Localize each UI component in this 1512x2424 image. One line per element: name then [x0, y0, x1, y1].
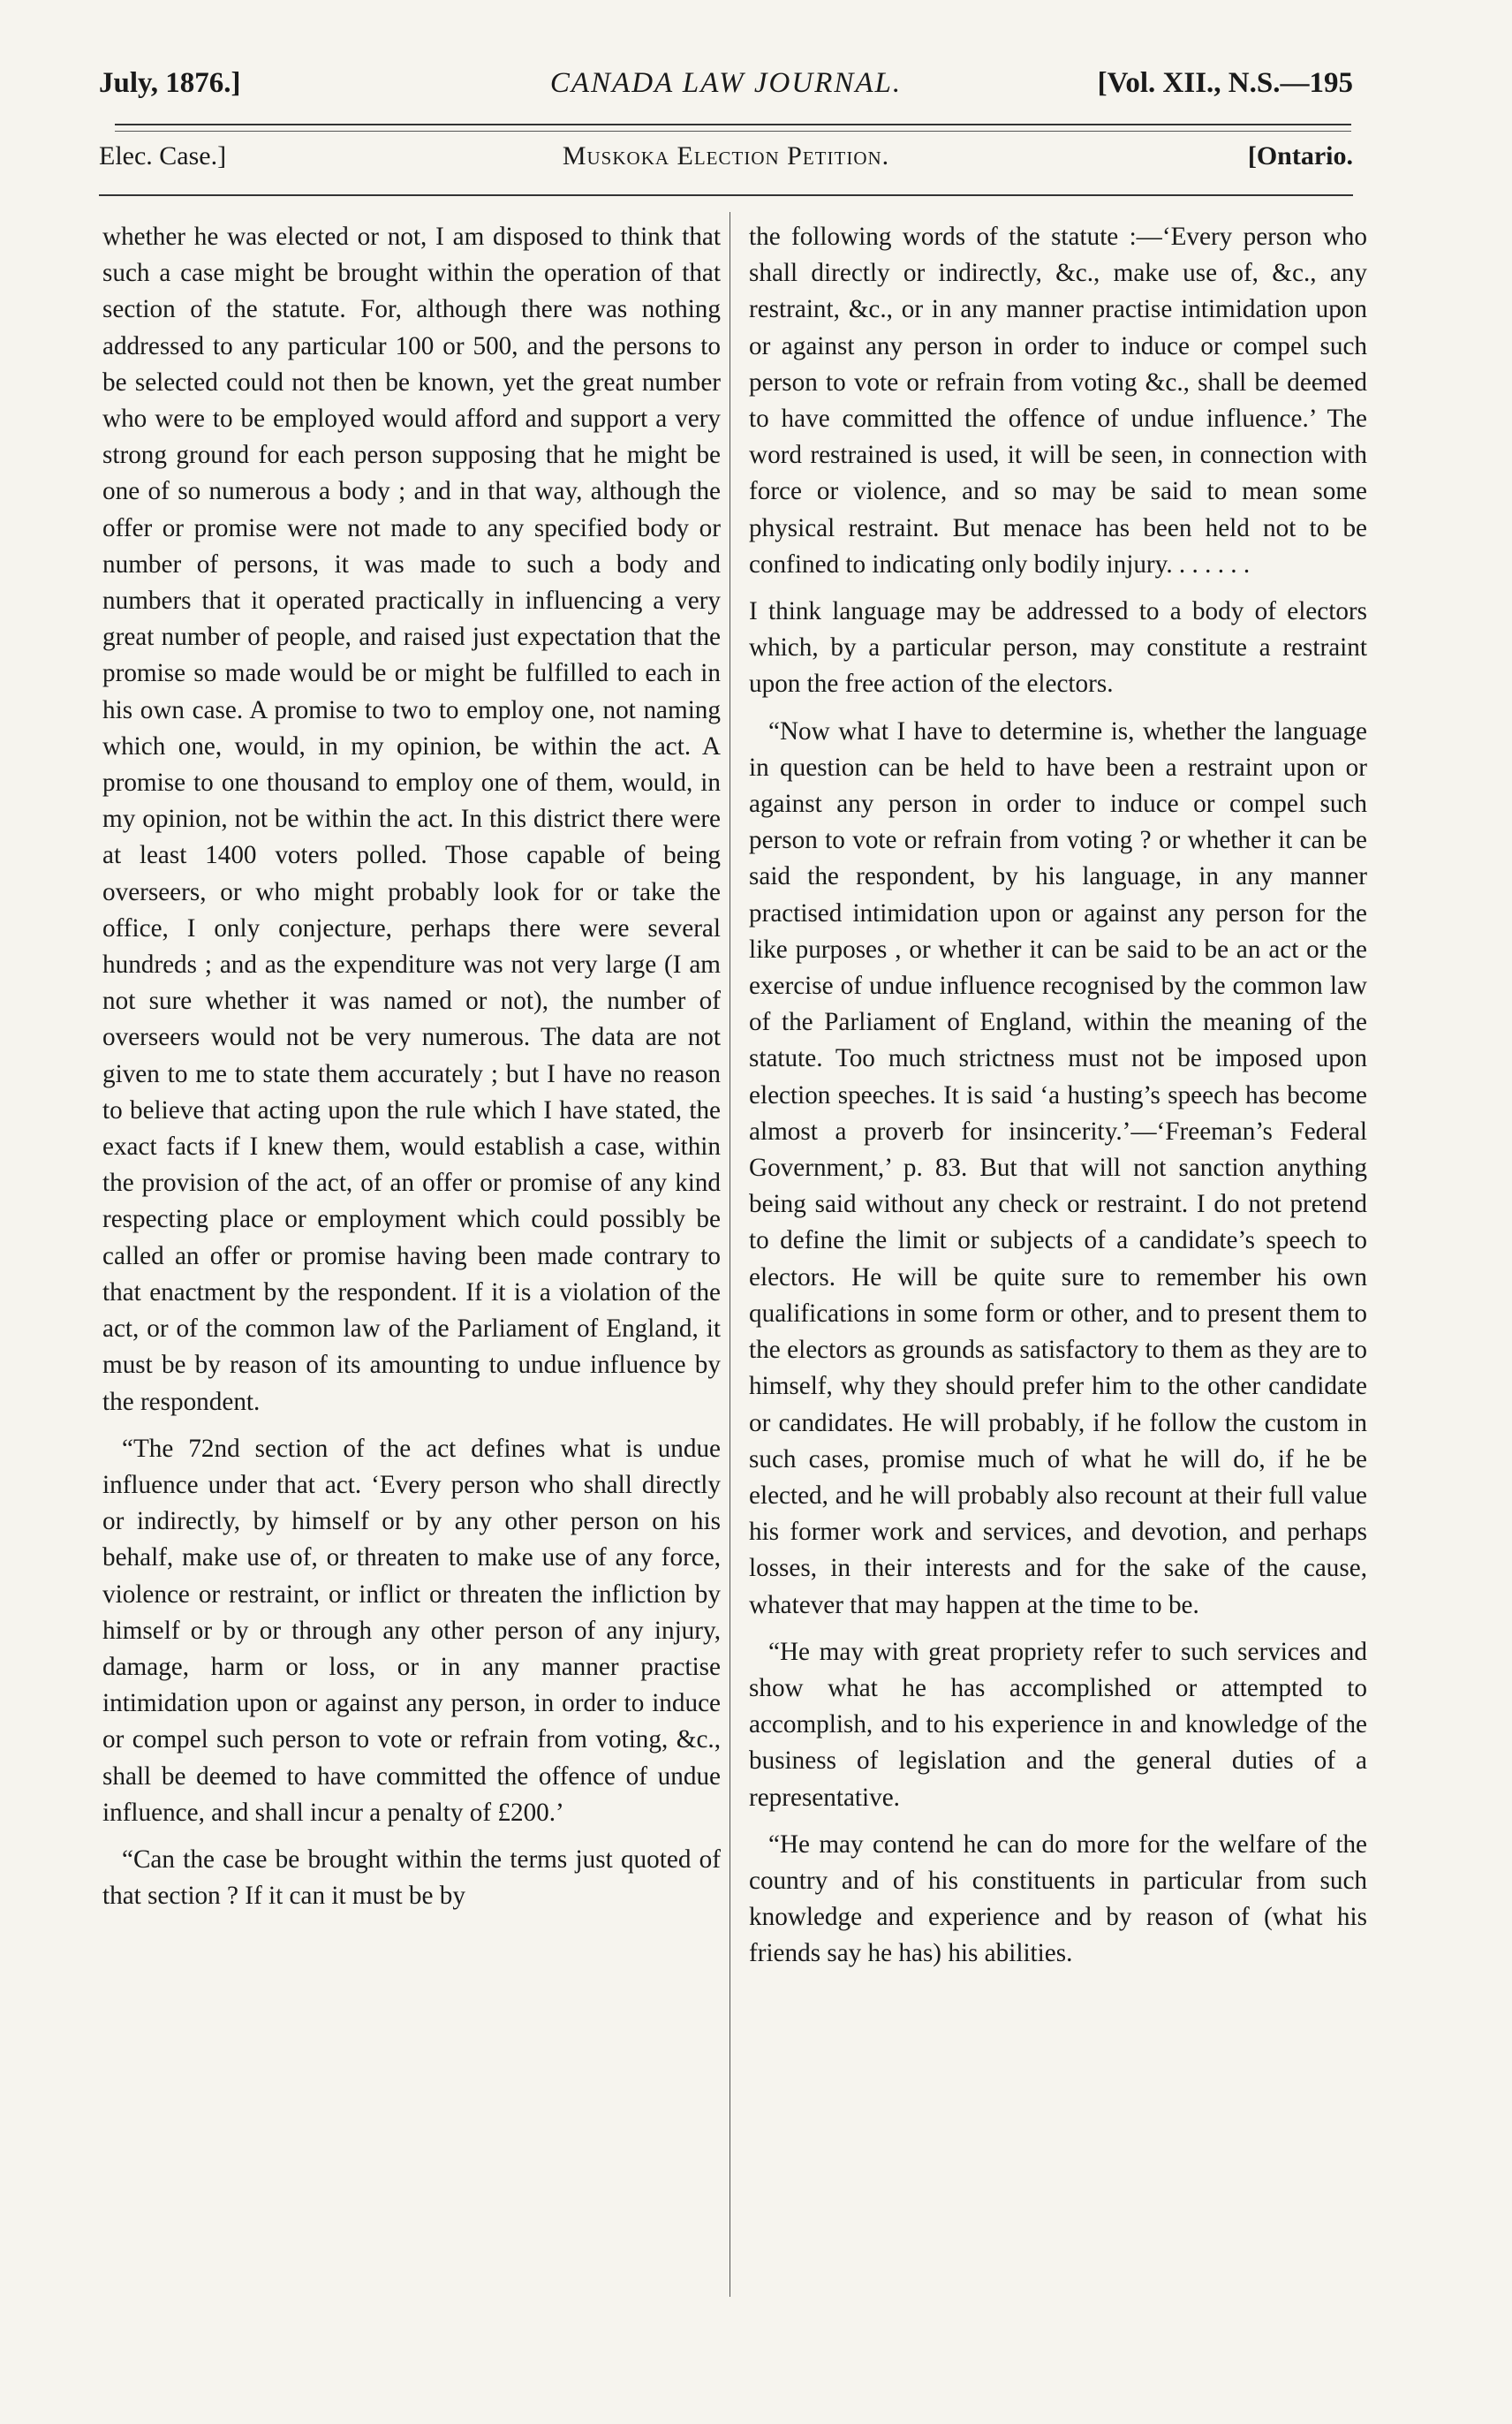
- paragraph: the following words of the statute :—‘Every person who shall directly or indirectly, &c., make use of, &c., any restraint, &c., or in any manner practise intimidation upon or against any person in order to induce or compel such person to vote or refrain from voting &c., shall be deemed to have committed the offence of undue influence.’ The word restrained is used, it will be seen, in connection with force or violence, and so may be said to mean some physical restraint. But menace has been held not to be confined to indicating only bodily injury. . . . . . .: [749, 223, 1367, 579]
- left-column: [102, 219, 721, 1925]
- paragraph: I think language may be addressed to a body of electors which, by a particular person, may constitute a restraint upon the free action of the electors.: [749, 597, 1367, 699]
- subheader-rule: [99, 194, 1353, 196]
- paragraph: “Can the case be brought within the terms just quoted of that section ? If it can it must be by: [102, 1845, 721, 1911]
- case-title: Muskoka Election Petition.: [562, 141, 890, 170]
- right-column: [749, 219, 1367, 1983]
- volume-page: [Vol. XII., N.S.—195: [1097, 67, 1353, 99]
- paragraph: whether he was elected or not, I am disposed to think that such a case might be brought within the operation of that section of the statute. For, although there was nothing addressed to any particular 100 or 500, and the persons to be selected could not then be known, yet the great number who were to be employed would afford and support a very strong ground for each person supposing that he might be one of so numerous a body ; and in that way, although the offer or promise were not made to any specified body or number of persons, it was made to such a body and numbers that it operated practically in influencing a very great number of people, and raised just expectation that the promise so made would be or might be fulfilled to each in his own case. A promise to two to employ one, not naming which one, would, in my opinion, be within the act. A promise to one thousand to employ one of them, would, in my opinion, not be within the act. In this district there were at least 1400 voters polled. Those capable of being overseers, or who might probably look for or take the office, I only conjecture, perhaps there were several hundreds ; and as the expenditure was not very large (I am not sure whether it was named or not), the number of overseers would not be very numerous. The data are not given to me to state them accurately ; but I have no reason to believe that acting upon the rule which I have stated, the exact facts if I knew them, would establish a case, within the provision of the act, of an offer or promise of any kind respecting place or employment which could possibly be called an offer or promise having been made contrary to that enactment by the respondent. If it is a violation of the act, or of the common law of the Parliament of England, it must be by reason of its amounting to undue influence by the respondent.: [102, 223, 721, 1416]
- paragraph: “The 72nd section of the act defines what is undue influence under that act. ‘Every person who shall directly or indirectly, by himself or by any other person on his behalf, make use of, or threaten to make use of any force, violence or restraint, or inflict or threaten the infliction by himself or by or through any other person of any injury, damage, harm or loss, or in any manner practise intimidation upon or against any person, in order to induce or compel such person to vote or refrain from voting, &c., shall be deemed to have committed the offence of undue influence, and shall incur a penalty of £200.’: [102, 1434, 721, 1827]
- paragraph: “He may with great propriety refer to such services and show what he has accomplished or attempted to accomplish, and to his experience in and knowledge of the business of legislation and the general duties of a representative.: [749, 1637, 1367, 1812]
- issue-date: July, 1876.]: [99, 67, 241, 99]
- header-rule: [115, 124, 1351, 132]
- running-header: [99, 67, 1353, 111]
- case-header: [99, 141, 1353, 186]
- paragraph: “He may contend he can do more for the welfare of the country and of his constituents in particular from such knowledge and experience and by reason of (what his friends say he has) his abilities.: [749, 1829, 1367, 1968]
- case-type: Elec. Case.]: [99, 141, 227, 170]
- journal-title: CANADA LAW JOURNAL.: [549, 67, 903, 99]
- paragraph: “Now what I have to determine is, whether the language in question can be held to have been a restraint upon or against any person in order to induce or compel such person to vote or refrain from voting ? or whether it can be said the respondent, by his language, in any manner practised intimidation upon or against any person for the like purposes , or whether it can be said to be an act or the exercise of undue influence recognised by the common law of the Parliament of England, within the meaning of the statute. Too much strictness must not be imposed upon election speeches. It is said ‘a husting’s speech has become almost a proverb for insincerity.’—‘Freeman’s Federal Government,’ p. 83. But that will not sanction anything being said without any check or restraint. I do not pretend to define the limit or subjects of a candidate’s speech to electors. He will be quite sure to remember his own qualifications in some form or other, and to present them to the electors as grounds as satisfactory to them as they are to himself, why they should prefer him to the other candidate or candidates. He will probably, if he follow the custom in such cases, promise much of what he will do, if he be elected, and he will probably also recount at their full value his former work and services, and devotion, and perhaps losses, in their interests and for the sake of the cause, whatever that may happen at the time to be.: [749, 716, 1367, 1619]
- jurisdiction: [Ontario.: [1247, 141, 1353, 170]
